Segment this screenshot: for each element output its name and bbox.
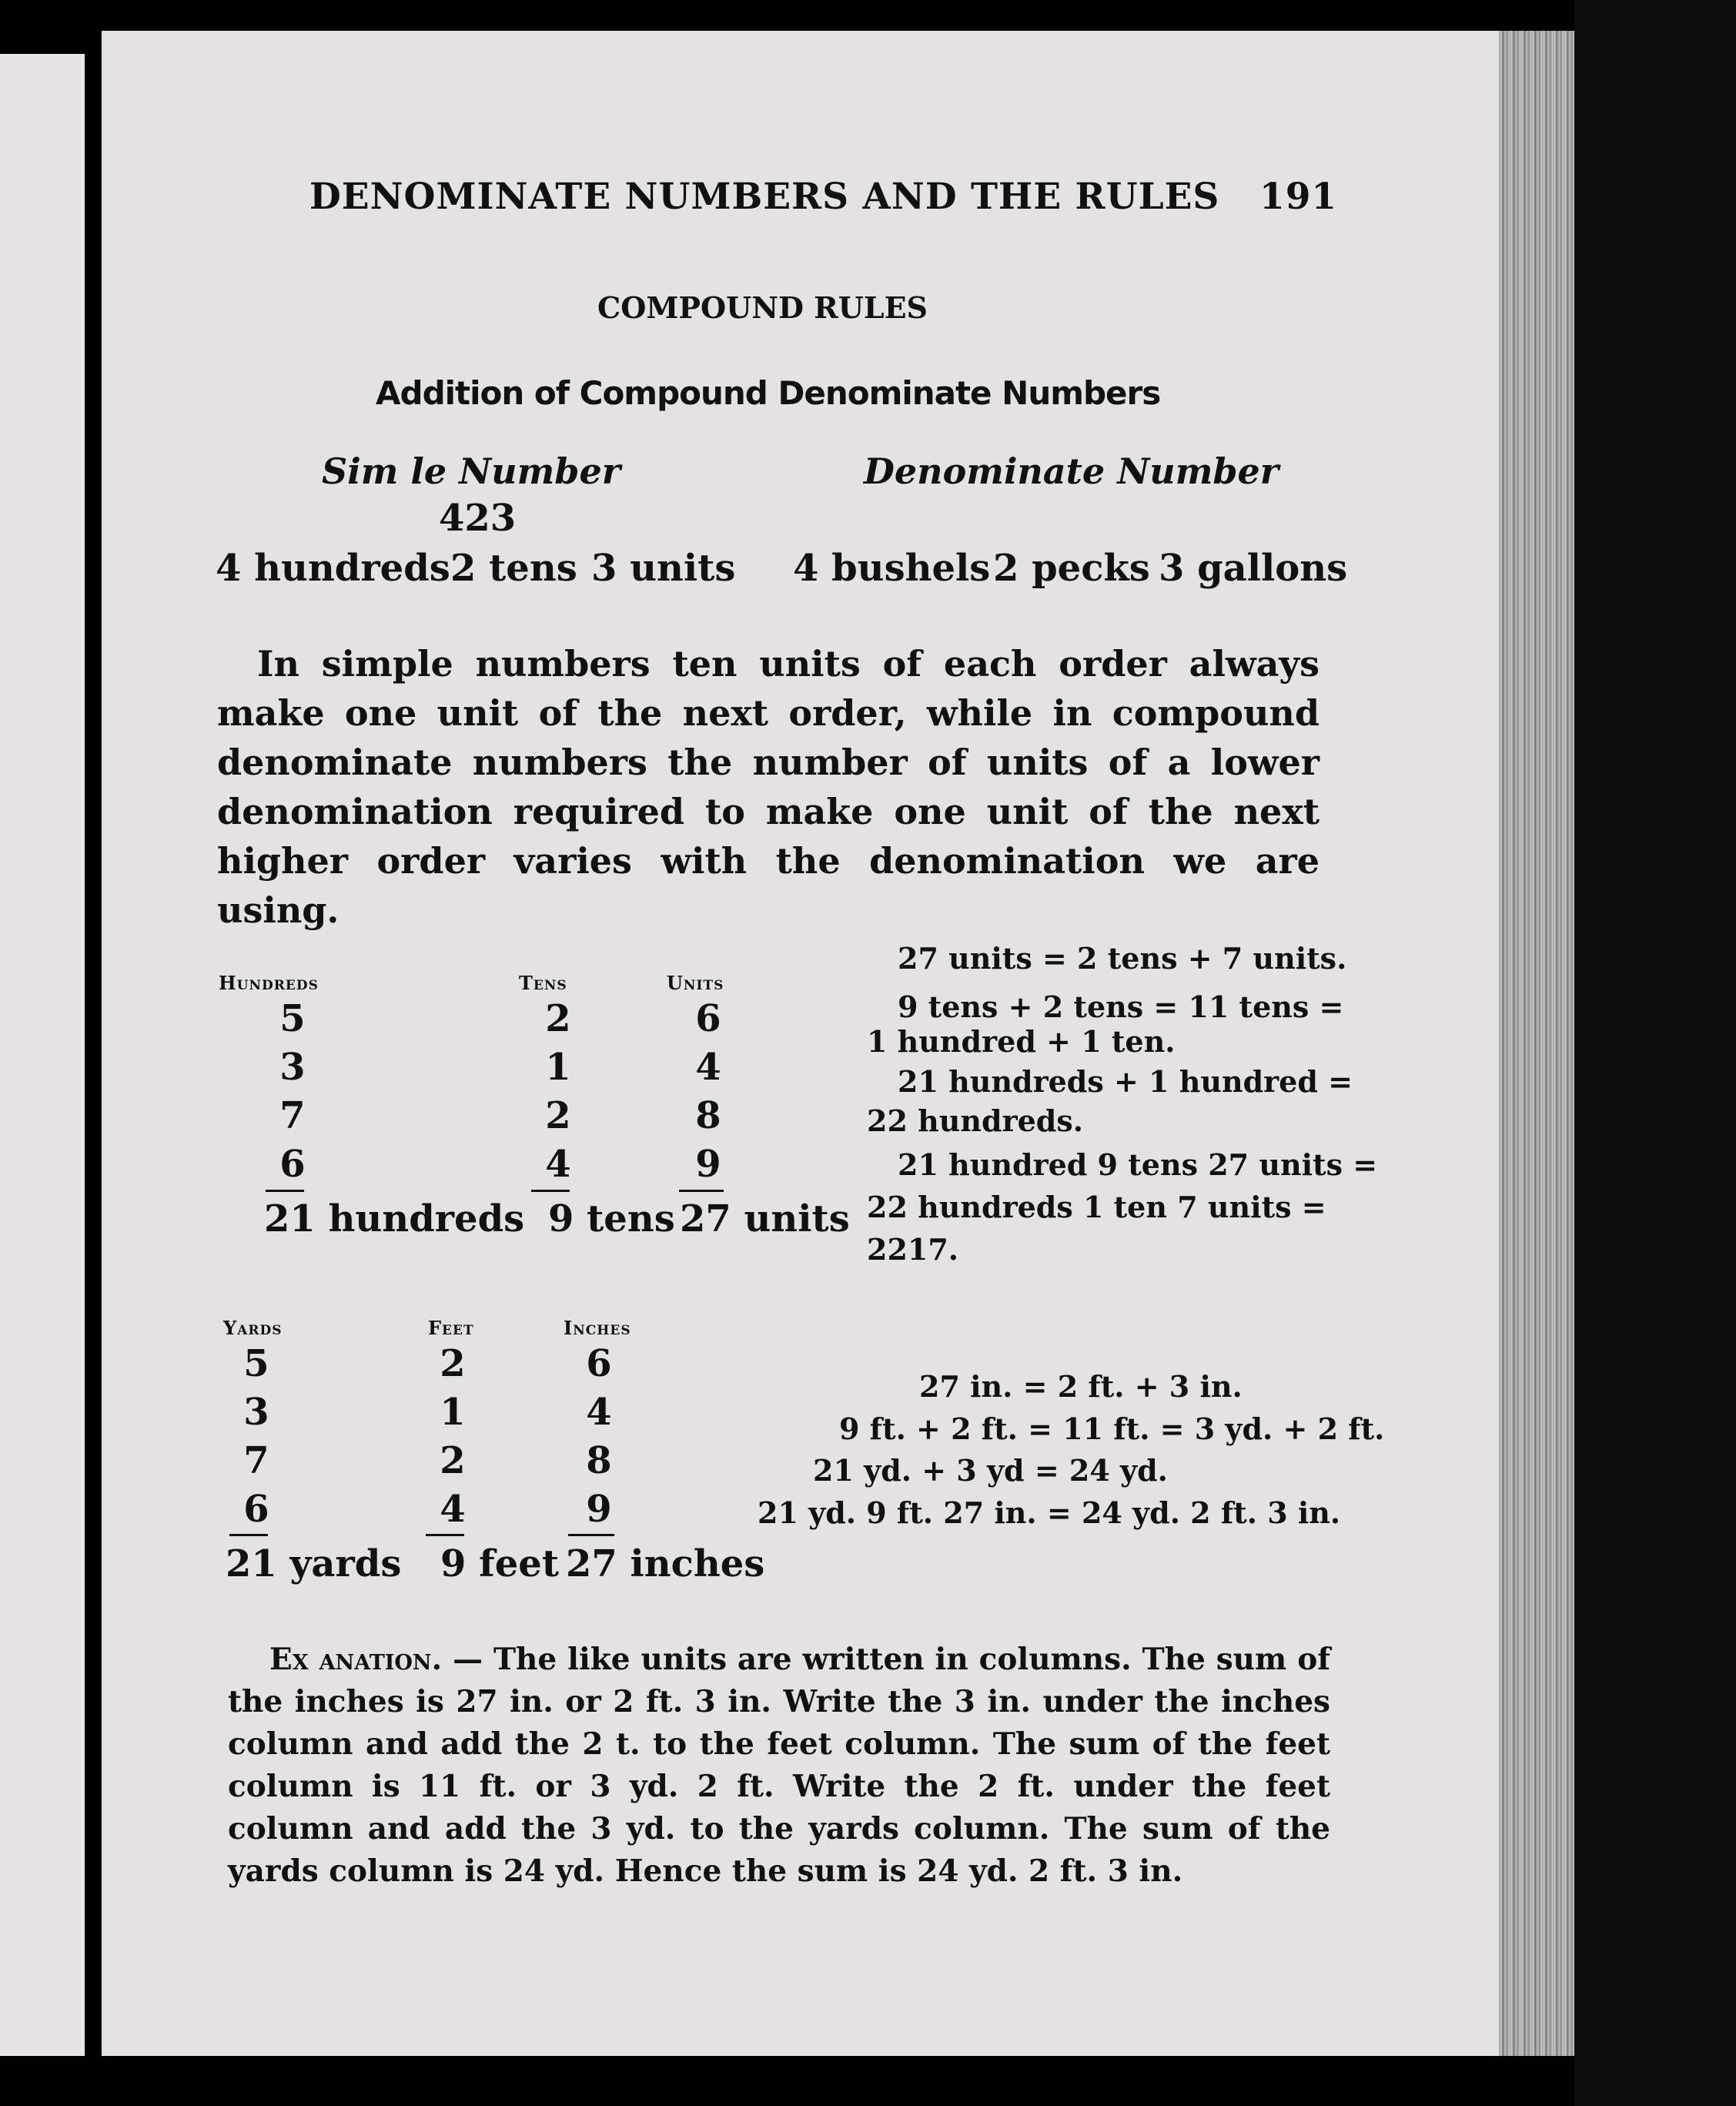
explanation-paragraph	[228, 1639, 1330, 1893]
t1-r3-c1: 7	[279, 1094, 306, 1137]
denominate-part-pecks: 2 pecks	[993, 547, 1150, 590]
t2-r4-c3: 9	[586, 1488, 612, 1531]
simple-part-hundreds: 4 hundreds	[216, 547, 450, 590]
explanation-text: — The like units are written in columns. The sum of the inches is 27 in. or 2 ft. 3 in. Write the 3 in. under the inches column and add the 2 t. to the feet column. The sum of the feet column is 11 ft. or 3 yd. 2 ft. Write the 2 ft. under the feet column and add the 3 yd. to the yards column. The sum of the yards column is 24 yd. Hence the sum is 24 yd. 2 ft. 3 in.	[228, 1642, 1331, 1889]
intro-paragraph: In simple numbers ten units of each order always make one unit of the next order, while in compound denominate numbers the number of units of a lower denomination required to make one unit of the next higher order varies with the denomination we are using.	[217, 643, 1320, 931]
t1-r1-c3: 6	[695, 997, 721, 1040]
t2-r3-c3: 8	[586, 1439, 612, 1482]
t2-r4-c1: 6	[243, 1488, 269, 1531]
t1-r4-c1: 6	[279, 1143, 306, 1186]
t1-total-hundreds: 21 hundreds	[264, 1197, 525, 1240]
header-tens: Tens	[519, 972, 567, 994]
explanation-label: Ex anation.	[269, 1642, 443, 1677]
t2-total-yards: 21 yards	[226, 1542, 402, 1585]
t2-note-1: 27 in. = 2 ft. + 3 in.	[919, 1369, 1243, 1404]
t1-r4-c3: 9	[695, 1143, 721, 1186]
header-yards: Yards	[223, 1317, 283, 1339]
t1-r3-c3: 8	[695, 1094, 721, 1137]
running-header: DENOMINATE NUMBERS AND THE RULES	[309, 176, 1220, 218]
simple-part-tens: 2 tens	[450, 547, 577, 590]
t2-r2-c2: 1	[440, 1391, 466, 1434]
t1-r3-c2: 2	[545, 1094, 571, 1137]
simple-part-units: 3 units	[591, 547, 736, 590]
denominate-part-bushels: 4 bushels	[793, 547, 991, 590]
t2-sum-rule-yards	[229, 1534, 268, 1536]
t1-note-3: 1 hundred + 1 ten.	[867, 1024, 1176, 1059]
t1-note-2: 9 tens + 2 tens = 11 tens =	[898, 989, 1344, 1024]
subtitle: Addition of Compound Denominate Numbers	[376, 374, 1161, 412]
t2-note-2: 9 ft. + 2 ft. = 11 ft. = 3 yd. + 2 ft.	[839, 1411, 1385, 1446]
t2-sum-rule-feet	[426, 1534, 464, 1536]
t1-r4-c2: 4	[545, 1143, 571, 1186]
t1-note-5: 22 hundreds.	[867, 1103, 1083, 1138]
t2-note-4: 21 yd. 9 ft. 27 in. = 24 yd. 2 ft. 3 in.	[758, 1495, 1341, 1530]
header-inches: Inches	[564, 1317, 631, 1339]
t2-total-inches: 27 inches	[566, 1542, 765, 1585]
t2-sum-rule-inches	[568, 1534, 614, 1536]
t1-note-4: 21 hundreds + 1 hundred =	[898, 1064, 1353, 1099]
t1-r2-c1: 3	[279, 1046, 306, 1089]
background-dark	[1574, 0, 1736, 2106]
t1-r2-c2: 1	[545, 1046, 571, 1089]
t2-r1-c2: 2	[440, 1342, 466, 1385]
t1-r2-c3: 4	[695, 1046, 721, 1089]
t1-sum-rule-hundreds	[266, 1190, 304, 1192]
page-edges	[1499, 31, 1574, 2056]
t1-total-tens: 9 tens	[548, 1197, 675, 1240]
t2-r1-c3: 6	[586, 1342, 612, 1385]
page-number: 191	[1259, 176, 1338, 218]
t2-note-3: 21 yd. + 3 yd = 24 yd.	[813, 1453, 1168, 1488]
t2-total-feet: 9 feet	[440, 1542, 560, 1585]
section-title: COMPOUND RULES	[597, 290, 928, 325]
header-feet: Feet	[428, 1317, 474, 1339]
t1-r1-c2: 2	[545, 997, 571, 1040]
t1-note-7: 22 hundreds 1 ten 7 units =	[867, 1190, 1326, 1224]
facing-page-edge	[0, 54, 85, 2056]
t1-sum-rule-units	[679, 1190, 724, 1192]
denominate-number-label: Denominate Number	[864, 450, 1279, 492]
t2-r3-c1: 7	[243, 1439, 269, 1482]
t2-r2-c3: 4	[586, 1391, 612, 1434]
t2-r4-c2: 4	[440, 1488, 466, 1531]
t1-note-8: 2217.	[867, 1232, 958, 1267]
t1-total-units: 27 units	[680, 1197, 850, 1240]
denominate-part-gallons: 3 gallons	[1159, 547, 1348, 590]
t1-sum-rule-tens	[531, 1190, 570, 1192]
header-units: Units	[667, 972, 724, 994]
t2-r3-c2: 2	[440, 1439, 466, 1482]
t1-note-1: 27 units = 2 tens + 7 units.	[898, 941, 1347, 976]
t1-r1-c1: 5	[279, 997, 306, 1040]
t2-r2-c1: 3	[243, 1391, 269, 1434]
simple-number-label: Sim le Number	[322, 450, 620, 492]
header-hundreds: Hundreds	[219, 972, 319, 994]
t2-r1-c1: 5	[243, 1342, 269, 1385]
simple-number-value: 423	[439, 497, 517, 540]
t1-note-6: 21 hundred 9 tens 27 units =	[898, 1147, 1378, 1182]
